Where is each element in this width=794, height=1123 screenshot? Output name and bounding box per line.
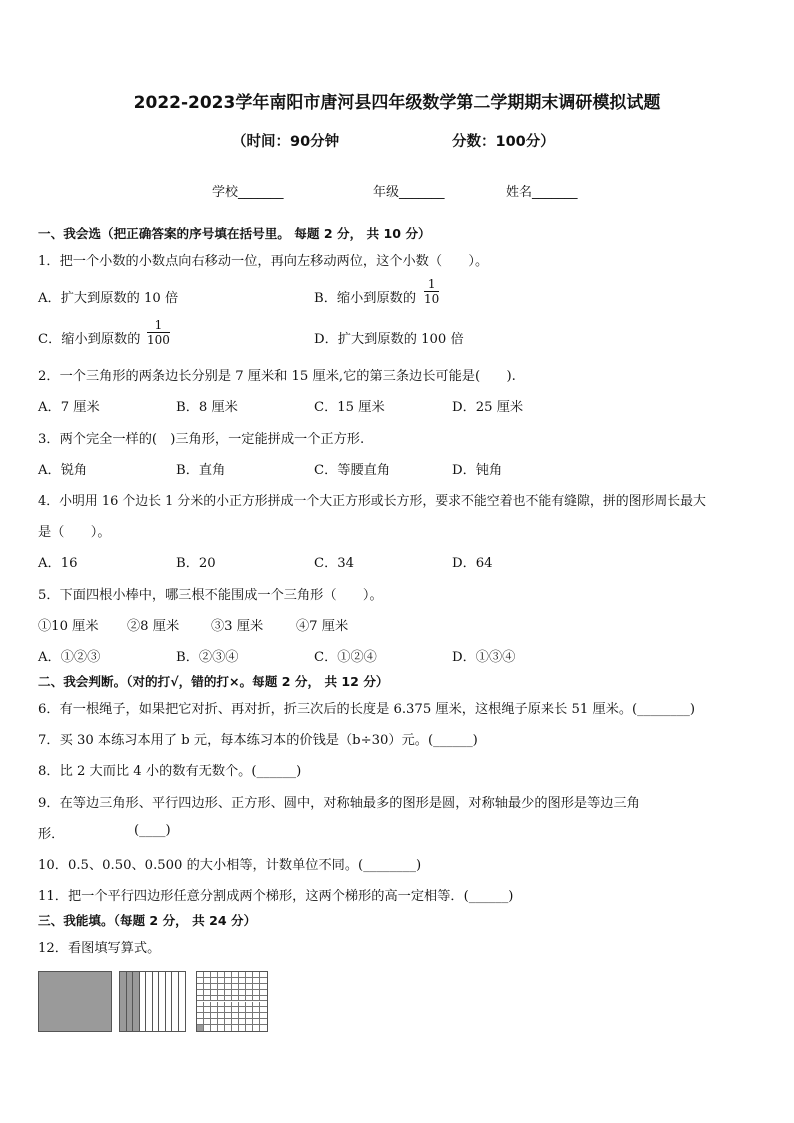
q5-stem: 5．下面四根小棒中，哪三根不能围成一个三角形（ ）。: [38, 588, 383, 603]
q5-stick-1: ①10 厘米: [38, 619, 99, 634]
exam-score: 分数：100分）: [452, 134, 555, 150]
q9-answer-blank: (____): [134, 823, 171, 838]
q12-stem: 12．看图填写算式。: [38, 941, 161, 956]
exam-time: （时间：90分钟: [232, 134, 340, 150]
q5-option-d: D．①③④: [452, 650, 516, 665]
grid-cell: [218, 1025, 225, 1031]
fraction-denominator: 10: [424, 292, 440, 306]
q6-statement: 6．有一根绳子，如果把它对折、再对折，折三次后的长度是 6.375 厘米，这根绳子原来长 51 厘米。(________): [38, 702, 696, 717]
section-3-heading: 三、我能填。（每题 2 分， 共 24 分）: [38, 913, 257, 928]
q1-option-c: C．缩小到原数的: [38, 332, 141, 347]
q3-option-d: D．钝角: [452, 463, 503, 478]
grid-cell: [260, 1025, 267, 1031]
column-grid-square: [119, 971, 186, 1032]
grid-column: [179, 972, 186, 1031]
fraction-denominator: 100: [147, 333, 170, 347]
q9-statement-line2: 形．: [38, 827, 65, 842]
q2-stem: 2．一个三角形的两条边长分别是 7 厘米和 15 厘米,它的第三条边长可能是( ).: [38, 369, 516, 384]
q1-option-d: D．扩大到原数的 100 倍: [314, 332, 464, 347]
q4-option-d: D．64: [452, 556, 493, 571]
school-field: 学校_______: [212, 185, 284, 200]
q3-stem: 3．两个完全一样的( )三角形，一定能拼成一个正方形.: [38, 432, 365, 447]
q4-stem-line1: 4．小明用 16 个边长 1 分米的小正方形拼成一个大正方形或长方形，要求不能空着也不能有缝隙，拼的图形周长最大: [38, 494, 706, 509]
q4-stem-line2: 是（ ）。: [38, 525, 111, 540]
q11-statement: 11．把一个平行四边形任意分割成两个梯形，这两个梯形的高一定相等．(______): [38, 889, 514, 904]
q2-option-d: D．25 厘米: [452, 400, 524, 415]
q4-option-b: B．20: [176, 556, 216, 571]
full-shaded-square: [38, 971, 112, 1032]
section-2-heading: 二、我会判断。（对的打√，错的打×。每题 2 分， 共 12 分）: [38, 674, 389, 689]
q1-option-b-fraction: [424, 277, 439, 306]
q5-stick-2: ②8 厘米: [127, 619, 180, 634]
section-1-heading: 一、我会选（把正确答案的序号填在括号里。 每题 2 分， 共 10 分）: [38, 226, 431, 241]
grid-cell: [246, 1025, 253, 1031]
q1-option-c-fraction: [147, 318, 170, 347]
q1-stem: 1．把一个小数的小数点向右移动一位，再向左移动两位，这个小数（ ）。: [38, 254, 489, 269]
shaded-cell: [197, 1025, 204, 1031]
q2-option-a: A．7 厘米: [38, 400, 100, 415]
q2-option-c: C．15 厘米: [314, 400, 385, 415]
q3-option-a: A．锐角: [38, 463, 88, 478]
q3-option-c: C．等腰直角: [314, 463, 391, 478]
cell-grid-square: [196, 971, 268, 1032]
q10-statement: 10．0.5、0.50、0.500 的大小相等，计数单位不同。(________): [38, 858, 422, 873]
q5-option-a: A．①②③: [38, 650, 101, 665]
grid-cell: [239, 1025, 246, 1031]
q5-stick-4: ④7 厘米: [296, 619, 349, 634]
q7-statement: 7．买 30 本练习本用了 b 元，每本练习本的价钱是（b÷30）元。(______): [38, 733, 478, 748]
fraction-numerator: 1: [147, 318, 170, 333]
grid-cell: [253, 1025, 260, 1031]
q2-option-b: B．8 厘米: [176, 400, 238, 415]
q5-stick-3: ③3 厘米: [211, 619, 264, 634]
q5-option-c: C．①②④: [314, 650, 377, 665]
q1-option-b: B．缩小到原数的: [314, 291, 417, 306]
fraction-numerator: 1: [424, 277, 439, 292]
q4-option-c: C．34: [314, 556, 355, 571]
q5-option-b: B．②③④: [176, 650, 239, 665]
name-field: 姓名_______: [506, 185, 578, 200]
q8-statement: 8．比 2 大而比 4 小的数有无数个。(______): [38, 764, 302, 779]
grid-cell: [204, 1025, 211, 1031]
q1-option-a: A．扩大到原数的 10 倍: [38, 291, 179, 306]
grade-field: 年级_______: [373, 185, 445, 200]
page-title: 2022-2023学年南阳市唐河县四年级数学第二学期期末调研模拟试题: [133, 93, 661, 113]
grid-cell: [211, 1025, 218, 1031]
q4-option-a: A．16: [38, 556, 78, 571]
grid-cell: [225, 1025, 232, 1031]
q9-statement-line1: 9．在等边三角形、平行四边形、正方形、圆中，对称轴最多的图形是圆，对称轴最少的图形是等边三角: [38, 796, 640, 811]
q3-option-b: B．直角: [176, 463, 226, 478]
grid-cell: [232, 1025, 239, 1031]
